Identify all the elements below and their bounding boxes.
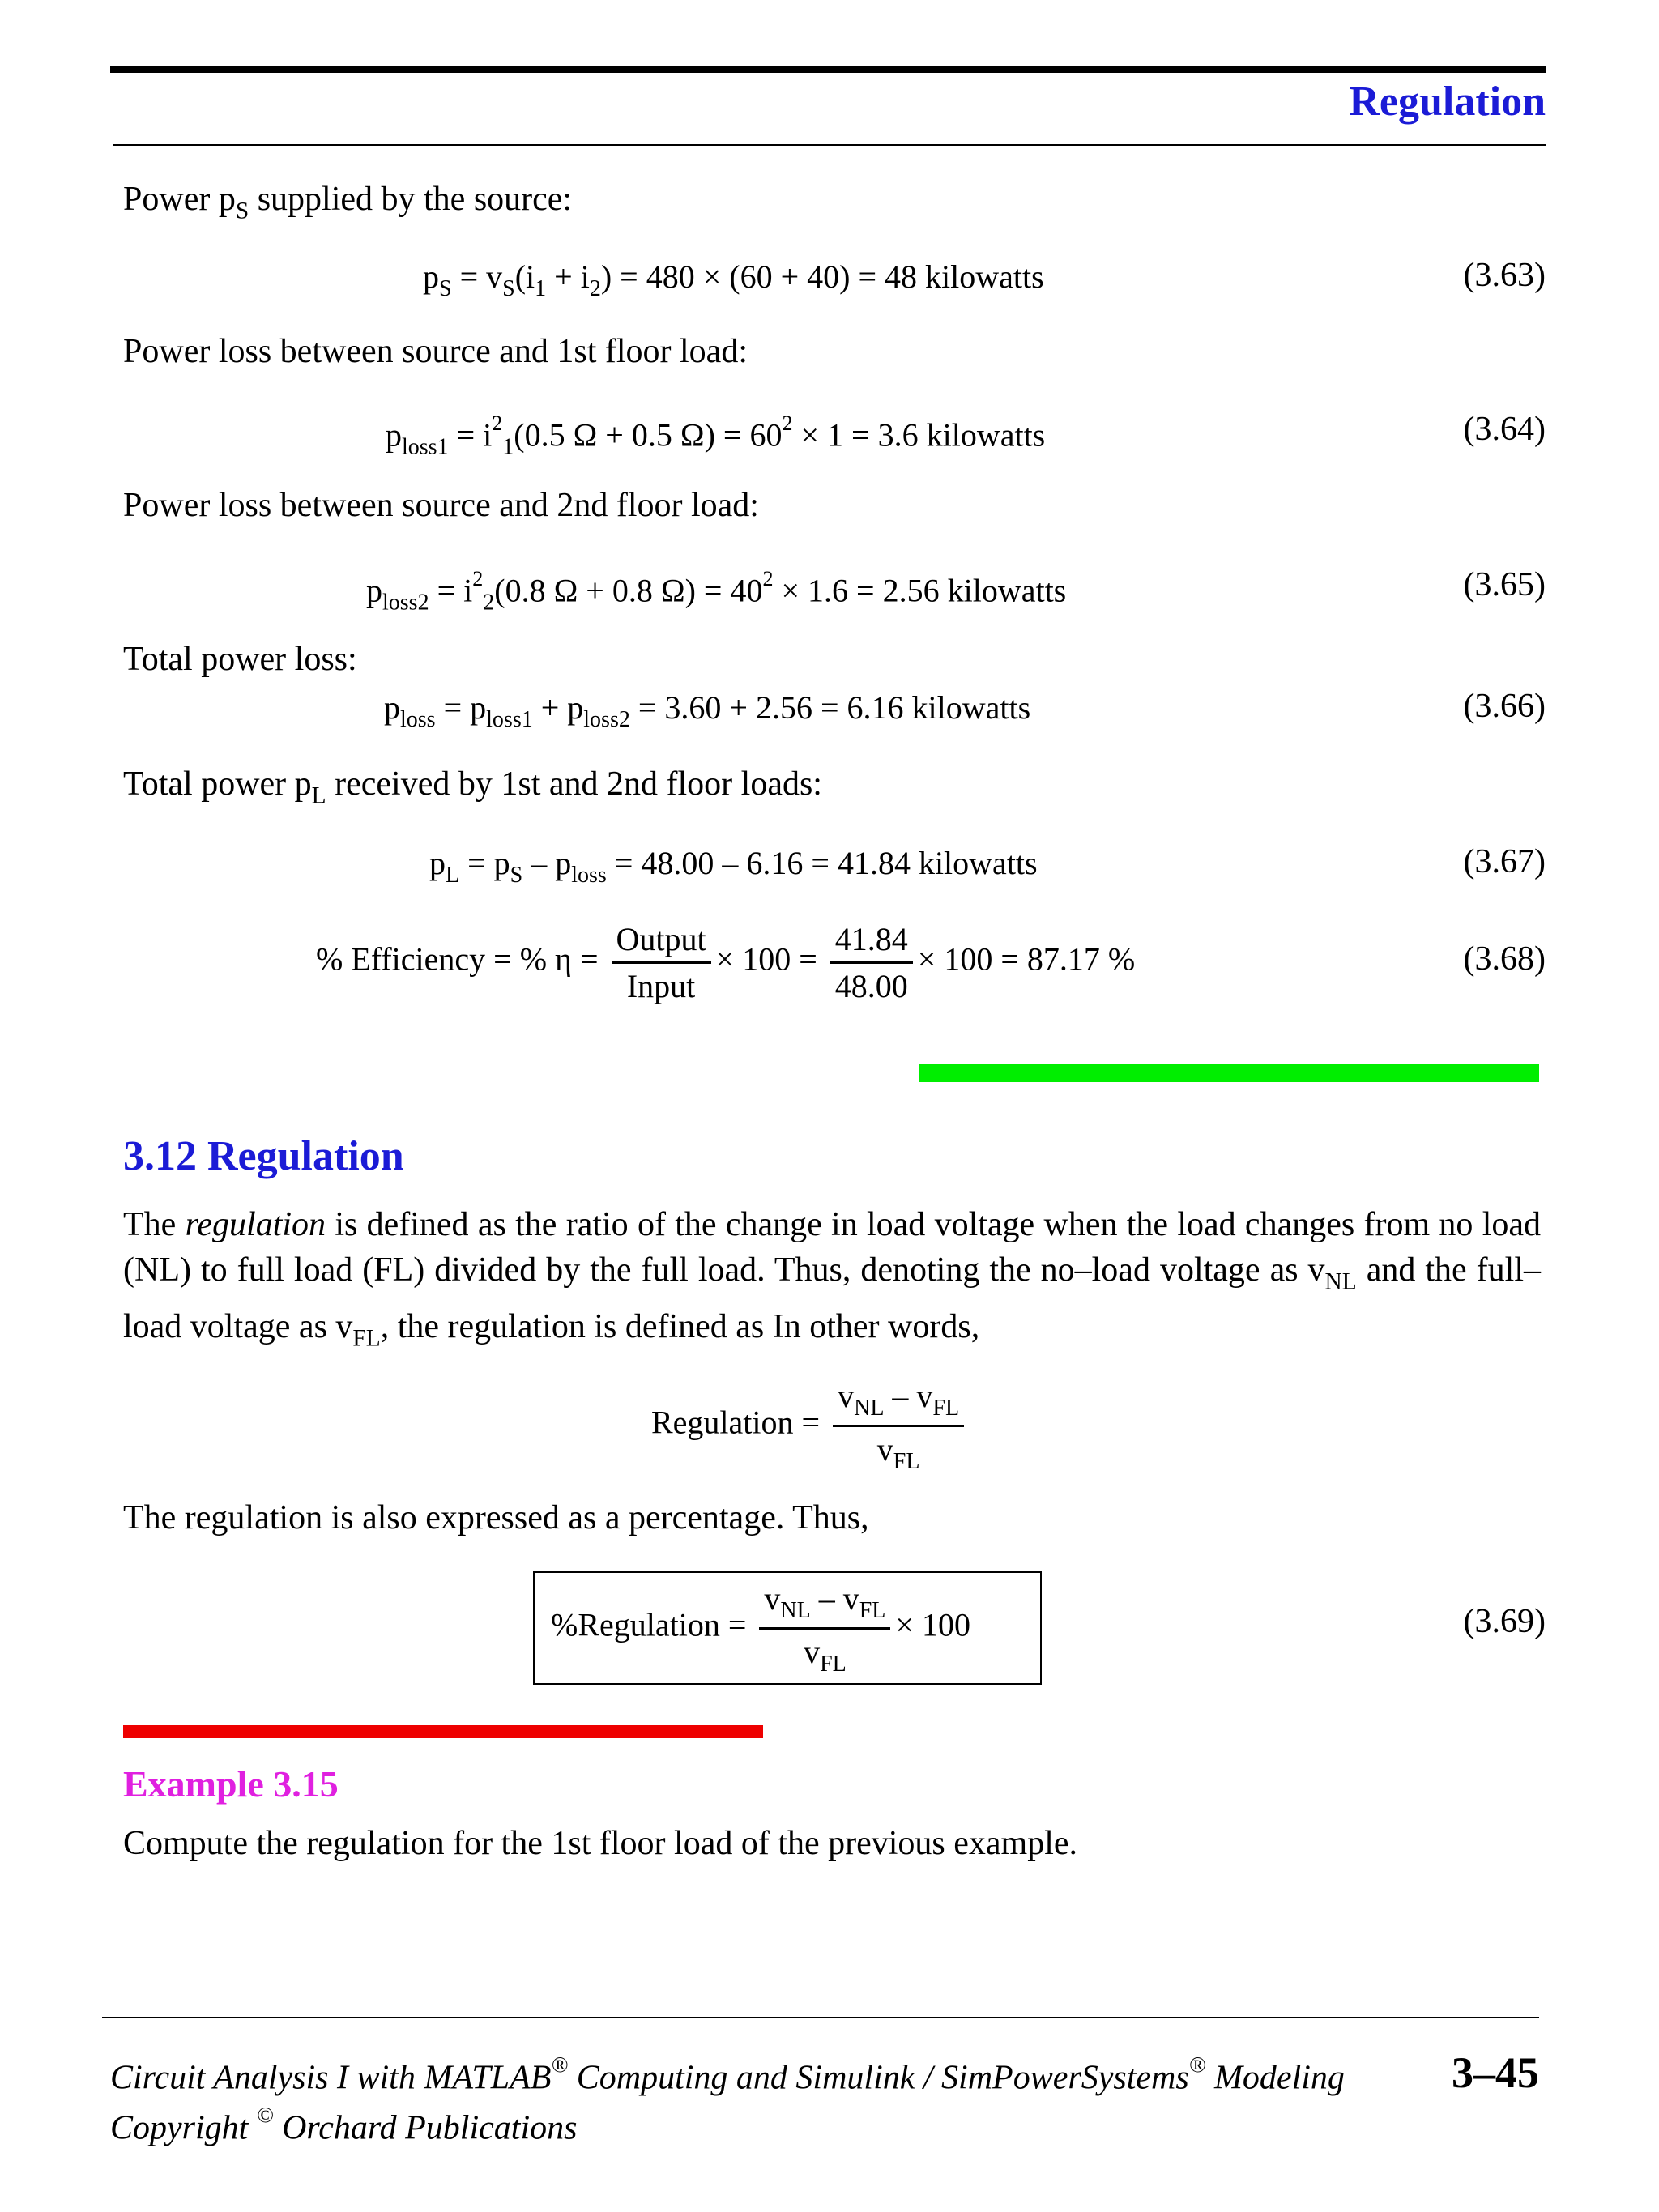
fraction-regulation: $\frac{v_{NL} - v_{FL}}{v_{FL}}$ <box>833 1377 964 1475</box>
footer-rule <box>102 2017 1539 2018</box>
equation-number-3-63: (3.63) <box>1463 257 1546 294</box>
fraction-percent-regulation: $\frac{v_{NL} - v_{FL}}{v_{FL}}$ <box>759 1579 890 1677</box>
fraction-41-84-over-48: $\frac{41.84}{48.00}$ <box>830 920 913 1005</box>
top-rule <box>110 66 1546 73</box>
equation-3-63: $p_S = v_S(i_1 + i_2) = 480 \times (60 + 40) = 48$ kilowatts <box>423 258 1044 301</box>
equation-number-3-67: (3.67) <box>1463 843 1546 880</box>
equation-number-3-66: (3.66) <box>1463 688 1546 725</box>
example-heading: Example 3.15 <box>123 1763 339 1805</box>
paragraph-power-supplied: Power $p_S$ supplied by the source: <box>123 181 573 224</box>
equation-3-69: %Regulation = $\frac{v_{NL} - v_{FL}}{v_{FL}}$ × 100 <box>551 1580 970 1677</box>
regulation-definition-paragraph: The regulation is defined as the ratio of the change in load voltage when the load changes from no load (NL) to full load (FL) divided by the full load. Thus, denoting the no–load voltage as $v_{NL}$ and the full–load voltage as $v_{FL}$, the regulation is defined as In other words, <box>123 1206 1542 1352</box>
equation-number-3-65: (3.65) <box>1463 566 1546 603</box>
equation-3-65: $p_{loss2} = i^2_2(0.8$ Ω + 0.8 $\Omega) = 40^2 \times 1.6 = 2.56$ kilowatts <box>366 567 1067 616</box>
footer-copyright: Copyright © Orchard Publications <box>110 2103 578 2147</box>
fraction-output-input: $\frac{\text{Output}}{\text{Input}}$ <box>612 920 711 1005</box>
green-divider-bar <box>919 1064 1539 1082</box>
header-rule <box>113 144 1546 146</box>
equation-3-67: $p_L = p_S - p_{loss} = 48.00 - 6.16 = 41.84$ kilowatts <box>429 845 1038 888</box>
equation-number-3-64: (3.64) <box>1463 411 1546 448</box>
equation-number-3-68: (3.68) <box>1463 940 1546 978</box>
section-heading: 3.12 Regulation <box>123 1133 404 1179</box>
paragraph-loss-2: Power loss between source and 2nd floor load: <box>123 487 759 524</box>
paragraph-power-received: Total power $p_L$ received by 1st and 2nd floor loads: <box>123 765 822 809</box>
equation-number-3-69: (3.69) <box>1463 1603 1546 1640</box>
page-number: 3–45 <box>1452 2048 1539 2097</box>
equation-regulation: Regulation = $\frac{v_{NL} - v_{FL}}{v_{FL}}$ <box>651 1377 969 1475</box>
running-header-title: Regulation <box>1349 79 1546 125</box>
equation-3-66: $p_{loss} = p_{loss1} + p_{loss2} = 3.60 + 2.56 = 6.16$ kilowatts <box>384 689 1031 732</box>
paragraph-percentage: The regulation is also expressed as a percentage. Thus, <box>123 1499 869 1536</box>
paragraph-total-loss: Total power loss: <box>123 641 357 678</box>
equation-3-68: % Efficiency = % η = $\frac{\text{Output}}{\text{Input}}$ × 100 = $\frac{41.84}{48.00}$ × 100 = 87.17 % <box>316 921 1136 1004</box>
footer-book-title: Circuit Analysis I with MATLAB® Computing and Simulink / SimPowerSystems® Modeling <box>110 2052 1345 2097</box>
example-text: Compute the regulation for the 1st floor load of the previous example. <box>123 1825 1078 1862</box>
paragraph-loss-1: Power loss between source and 1st floor load: <box>123 333 748 370</box>
equation-3-64: $p_{loss1} = i^2_1(0.5$ Ω + 0.5 $\Omega) = 60^2 \times 1 = 3.6$ kilowatts <box>386 411 1046 460</box>
red-divider-bar <box>123 1725 763 1738</box>
